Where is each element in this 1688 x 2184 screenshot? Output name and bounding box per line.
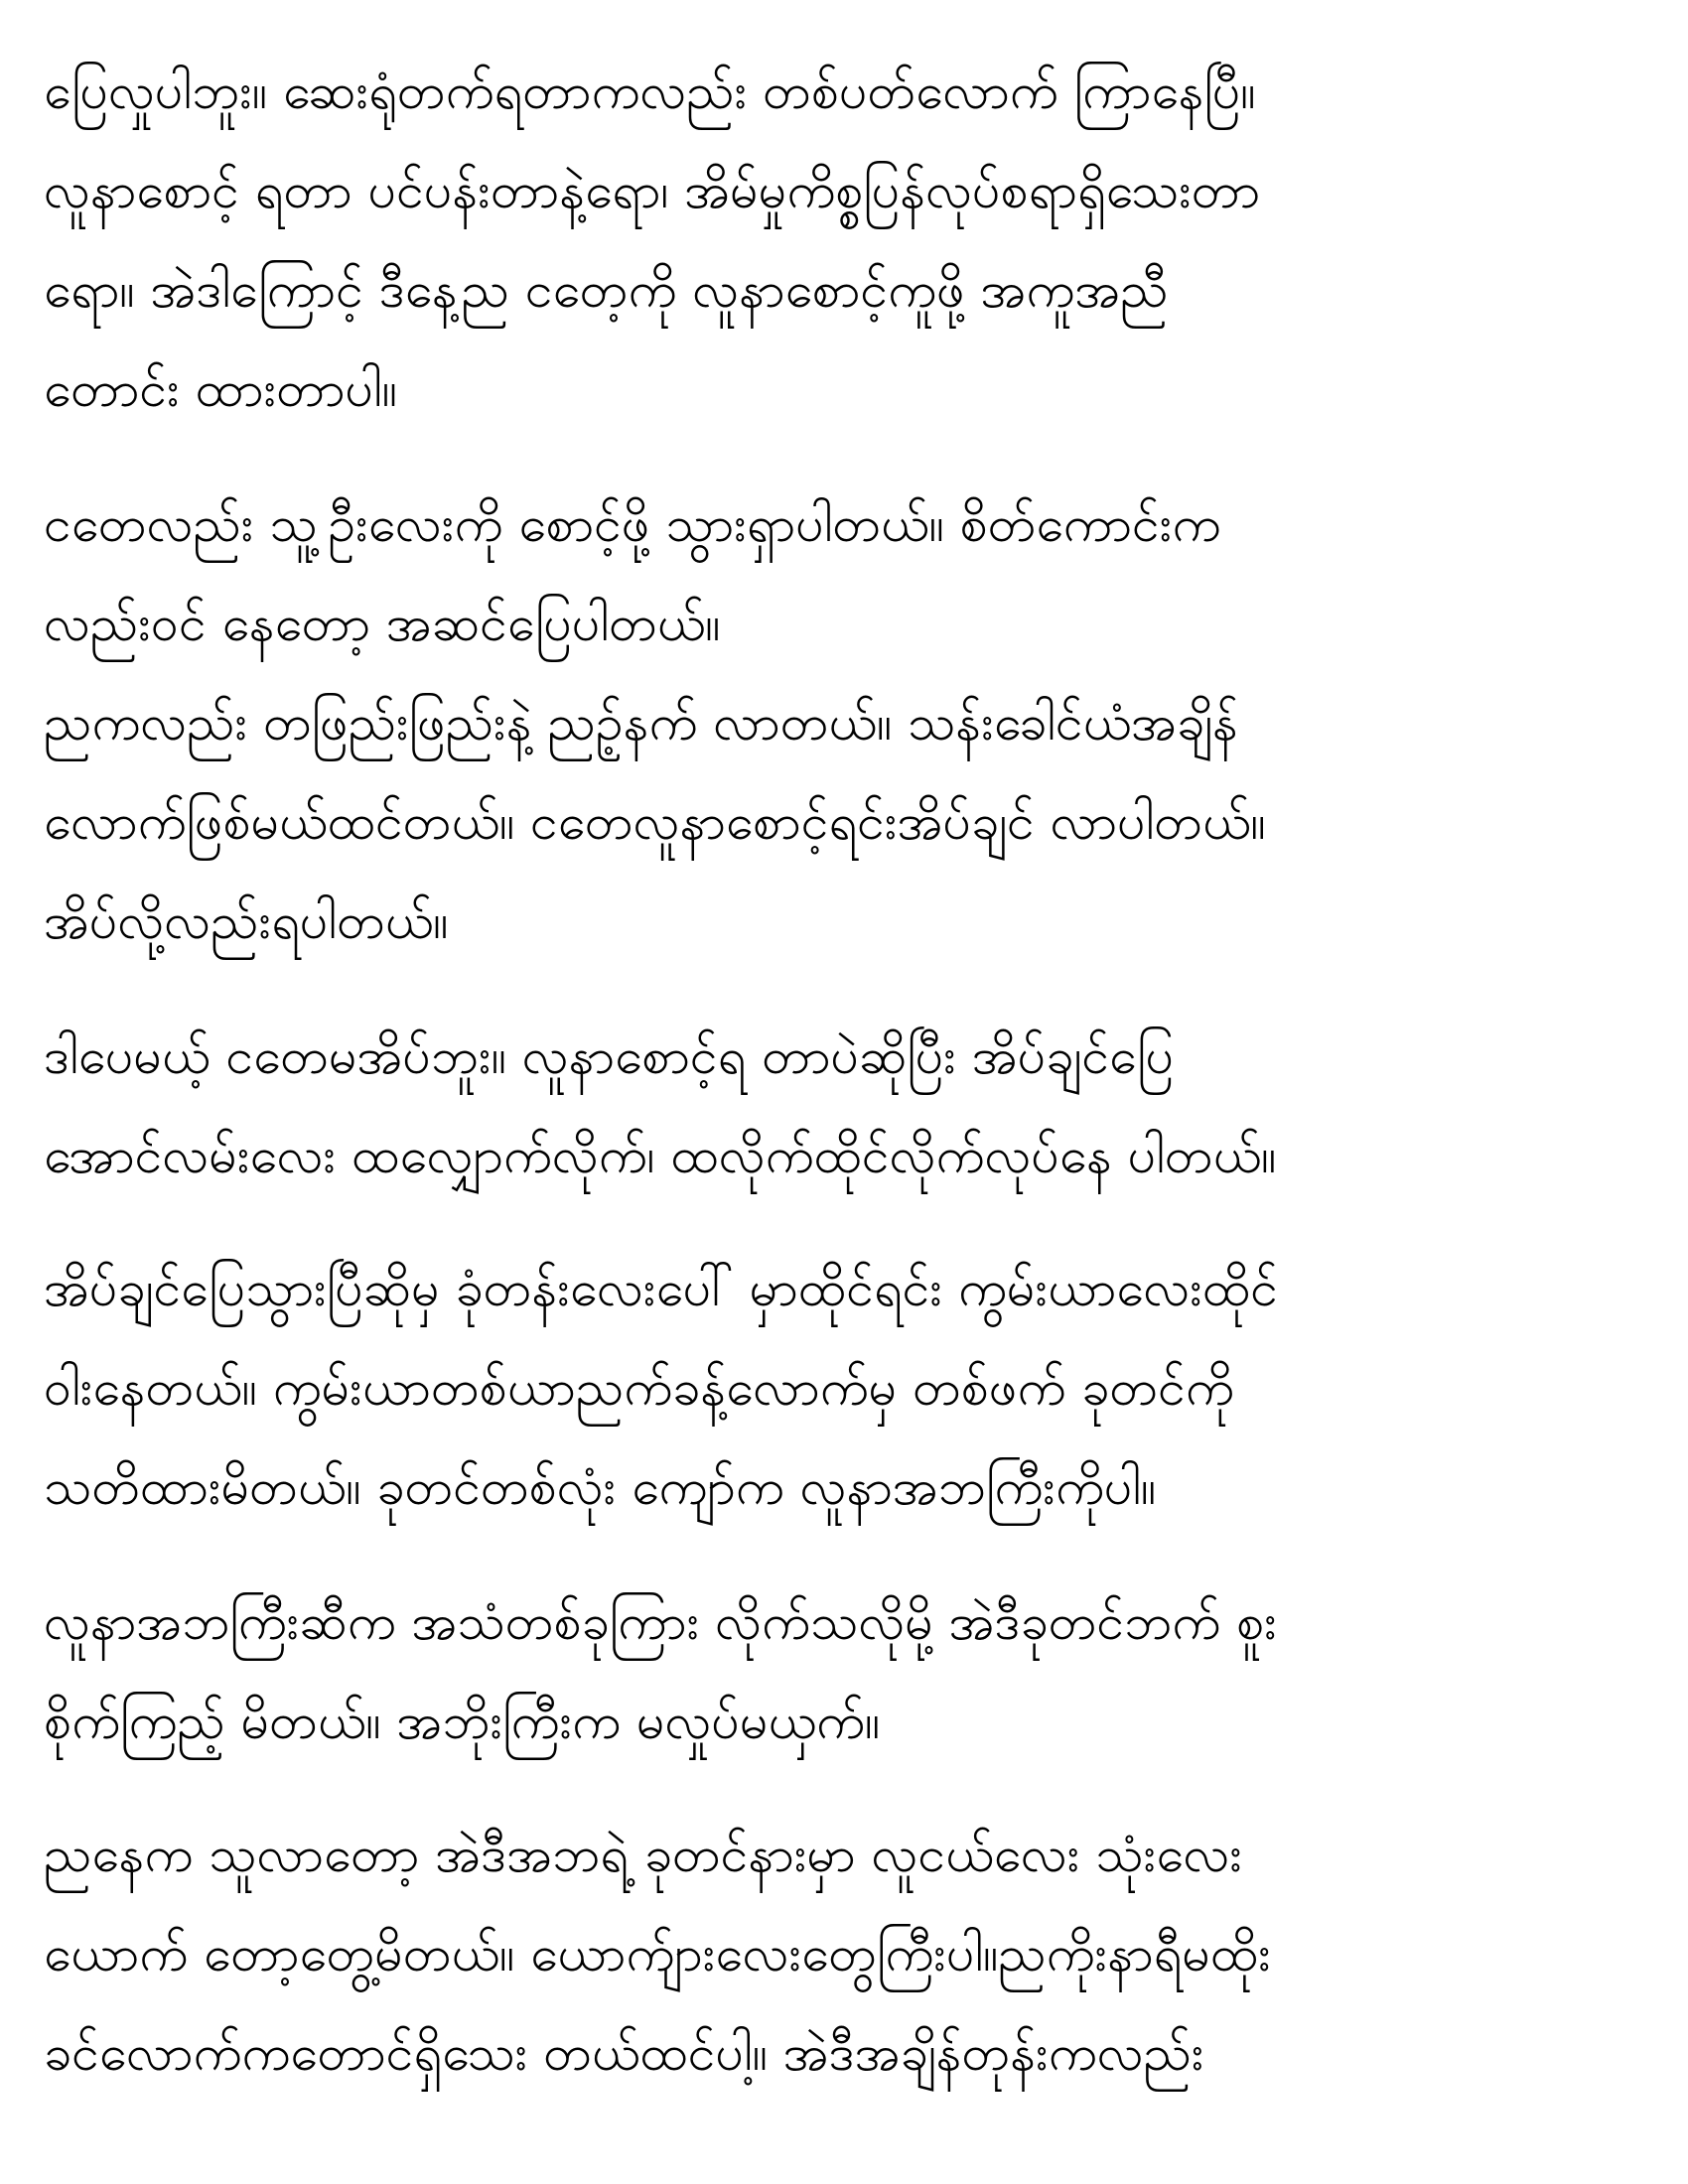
text-line: ဝါးနေတယ်။ ကွမ်းယာတစ်ယာညက်ခန့်လောက်မှ တစ်ဖက် ခုတင်ကို bbox=[44, 1359, 1234, 1417]
text-line: ငတေလည်း သူ့ဦးလေးကို စောင့်ဖို့ သွားရှာပါတယ်။ စိတ်ကောင်းက bbox=[44, 495, 1221, 553]
text-line: အိပ်လို့လည်းရပါတယ်။ bbox=[44, 892, 449, 950]
text-line: ညနေက သူလာတော့ အဲဒီအဘရဲ့ ခုတင်နားမှာ လူငယ်လေး သုံးလေး bbox=[44, 1826, 1243, 1883]
text-line: ယောက် တော့တွေ့မိတယ်။ ယောက်ျားလေးတွေကြီးပါ။ညကိုးနာရီမထိုး bbox=[44, 1925, 1271, 1982]
text-line: ပြေလှုပါဘူး။ ဆေးရုံတက်ရတာကလည်း တစ်ပတ်လောက် ကြာနေပြီ။ bbox=[44, 63, 1256, 120]
document-page bbox=[44, 0, 1644, 2184]
text-line: ဒါပေမယ့် ငတေမအိပ်ဘူး။ လူနာစောင့်ရ တာပဲဆိုပြီး အိပ်ချင်ပြေ bbox=[44, 1027, 1175, 1085]
text-line: လူနာအဘကြီးဆီက အသံတစ်ခုကြား လိုက်သလိုမို့ အဲဒီခုတင်ဘက် စူး bbox=[44, 1593, 1277, 1651]
text-line: လူနာစောင့် ရတာ ပင်ပန်းတာနဲ့ရော၊ အိမ်မှုကိစ္စပြန်လုပ်စရာရှိသေးတာ bbox=[44, 162, 1261, 219]
text-line: ရော။ အဲဒါကြောင့် ဒီနေ့ည ငတေ့ကို လူနာစောင့်ကူဖို့ အကူအညီ bbox=[44, 261, 1169, 319]
text-line: အောင်လမ်းလေး ထလျှောက်လိုက်၊ ထလိုက်ထိုင်လိုက်လုပ်နေ ပါတယ်။ bbox=[44, 1127, 1277, 1184]
text-line: စိုက်ကြည့် မိတယ်။ အဘိုးကြီးက မလှုပ်မယှက်။ bbox=[44, 1693, 881, 1750]
text-line: လည်းဝင် နေတော့ အဆင်ပြေပါတယ်။ bbox=[44, 595, 721, 652]
text-line: တောင်း ထားတာပါ။ bbox=[44, 360, 397, 418]
text-line: သတိထားမိတယ်။ ခုတင်တစ်လုံး ကျော်က လူနာအဘကြီးကိုပါ။ bbox=[44, 1458, 1157, 1516]
text-line: ညကလည်း တဖြည်းဖြည်းနဲ့ ညဥ့်နက် လာတယ်။ သန်းခေါင်ယံအချိန် bbox=[44, 694, 1238, 751]
text-line: လောက်ဖြစ်မယ်ထင်တယ်။ ငတေလူနာစောင့်ရင်းအိပ်ချင် လာပါတယ်။ bbox=[44, 793, 1266, 851]
text-line: အိပ်ချင်ပြေသွားပြီဆိုမှ ခုံတန်းလေးပေါ် မှာထိုင်ရင်း ကွမ်းယာလေးထိုင် bbox=[44, 1260, 1279, 1317]
text-line: ခင်လောက်ကတောင်ရှိသေး တယ်ထင်ပါ့။ အဲဒီအချိန်တုန်းကလည်း bbox=[44, 2024, 1204, 2082]
